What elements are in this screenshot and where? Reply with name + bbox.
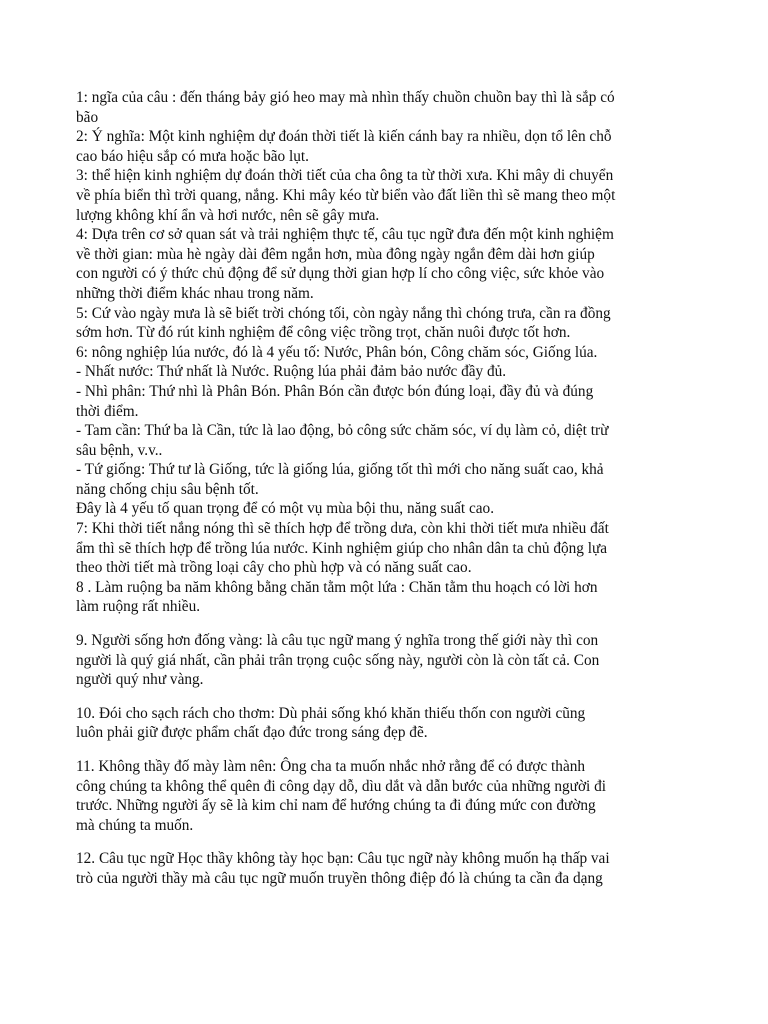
paragraph: [76, 631, 716, 690]
text-line: - Tứ giống: Thứ tư là Giống, tức là giống lúa, giống tốt thì mới cho năng suất cao, khả: [76, 461, 604, 479]
text-line: người là quý giá nhất, cần phải trân trọng cuộc sống này, người còn là còn tất cả. Con: [76, 651, 600, 669]
text-line: 9. Người sống hơn đống vàng: là câu tục ngữ mang ý nghĩa trong thế giới này thì con: [76, 632, 599, 650]
text-line: 6: nông nghiệp lúa nước, đó là 4 yếu tố: Nước, Phân bón, Công chăm sóc, Giống lúa.: [76, 343, 598, 361]
text-line: sớm hơn. Từ đó rút kinh nghiệm để công việc trồng trọt, chăn nuôi được tốt hơn.: [76, 324, 571, 342]
text-line: - Nhì phân: Thứ nhì là Phân Bón. Phân Bón cần được bón đúng loại, đầy đủ và đúng: [76, 382, 594, 400]
paragraph: [76, 704, 716, 743]
text-line: 5: Cứ vào ngày mưa là sẽ biết trời chóng tối, còn ngày nắng thì chóng trưa, cần ra đồng: [76, 304, 611, 322]
text-line: trò của người thầy mà câu tục ngữ muốn truyền thông điệp đó là chúng ta cần đa dạng: [76, 869, 603, 887]
paragraph-gap: [76, 690, 716, 704]
text-line: về thời gian: mùa hè ngày dài đêm ngắn hơn, mùa đông ngày ngắn đêm dài hơn giúp: [76, 245, 595, 263]
text-line: cao báo hiệu sắp có mưa hoặc bão lụt.: [76, 147, 309, 165]
text-line: về phía biển thì trời quang, nắng. Khi mây kéo từ biển vào đất liền thì sẽ mang theo một: [76, 186, 616, 204]
text-line: sâu bệnh, v.v..: [76, 441, 163, 459]
text-line: 4: Dựa trên cơ sở quan sát và trải nghiệm thực tế, câu tục ngữ đưa đến một kinh nghiệm: [76, 226, 614, 244]
text-line: thời điểm.: [76, 402, 139, 420]
paragraph: [76, 88, 716, 617]
text-line: lượng không khí ẩn và hơi nước, nên sẽ gây mưa.: [76, 206, 380, 224]
text-line: - Tam cần: Thứ ba là Cần, tức là lao động, bỏ công sức chăm sóc, ví dụ làm cỏ, diệt trừ: [76, 422, 609, 440]
paragraph-gap: [76, 743, 716, 757]
text-line: làm ruộng rất nhiều.: [76, 598, 201, 616]
text-line: năng chống chịu sâu bệnh tốt.: [76, 480, 259, 498]
paragraph: [76, 849, 716, 888]
text-line: mà chúng ta muốn.: [76, 816, 194, 834]
text-line: 3: thể hiện kinh nghiệm dự đoán thời tiết của cha ông ta từ thời xưa. Khi mây di chuyển: [76, 167, 614, 185]
paragraph-gap: [76, 617, 716, 631]
text-line: ẩm thì sẽ thích hợp để trồng lúa nước. Kinh nghiệm giúp cho nhân dân ta chủ động lựa: [76, 539, 608, 557]
paragraph: [76, 757, 716, 835]
text-line: 8 . Làm ruộng ba năm không bằng chăn tằm một lứa : Chăn tằm thu hoạch có lời hơn: [76, 578, 598, 596]
document-page: [76, 88, 716, 889]
text-line: những thời điểm khác nhau trong năm.: [76, 284, 314, 302]
text-line: 11. Không thầy đố mày làm nên: Ông cha ta muốn nhắc nhở rằng để có được thành: [76, 758, 586, 775]
text-line: 1: ngĩa của câu : đến tháng bảy gió heo may mà nhìn thấy chuồn chuồn bay thì là sắp có: [76, 89, 615, 106]
text-line: 7: Khi thời tiết nắng nóng thì sẽ thích hợp để trồng dưa, còn khi thời tiết mưa nhiều đất: [76, 520, 609, 538]
text-line: bão: [76, 108, 99, 126]
text-line: 12. Câu tục ngữ Học thầy không tày học bạn: Câu tục ngữ này không muốn hạ thấp vai: [76, 850, 610, 868]
text-line: 10. Đói cho sạch rách cho thơm: Dù phải sống khó khăn thiếu thốn con người cũng: [76, 704, 586, 722]
paragraph-gap: [76, 835, 716, 849]
text-line: trước. Những người ấy sẽ là kim chỉ nam để hướng chúng ta đi đúng mức con đường: [76, 797, 596, 815]
text-line: người quý như vàng.: [76, 671, 204, 689]
text-line: theo thời tiết mà trồng loại cây cho phù hợp và có năng suất cao.: [76, 559, 472, 577]
text-line: 2: Ý nghĩa: Một kinh nghiệm dự đoán thời tiết là kiến cánh bay ra nhiều, dọn tổ lên chỗ: [76, 128, 612, 146]
text-line: con người có ý thức chủ động để sử dụng thời gian hợp lí cho công việc, sức khỏe vào: [76, 265, 605, 283]
text-line: Đây là 4 yếu tố quan trọng để có một vụ mùa bội thu, năng suất cao.: [76, 500, 495, 518]
text-line: - Nhất nước: Thứ nhất là Nước. Ruộng lúa phải đảm bảo nước đầy đủ.: [76, 363, 507, 381]
text-line: công chúng ta không thể quên đi công dạy dỗ, dìu dắt và dẫn bước của những người đi: [76, 777, 607, 795]
text-line: luôn phải giữ được phẩm chất đạo đức trong sáng đẹp đẽ.: [76, 724, 428, 742]
